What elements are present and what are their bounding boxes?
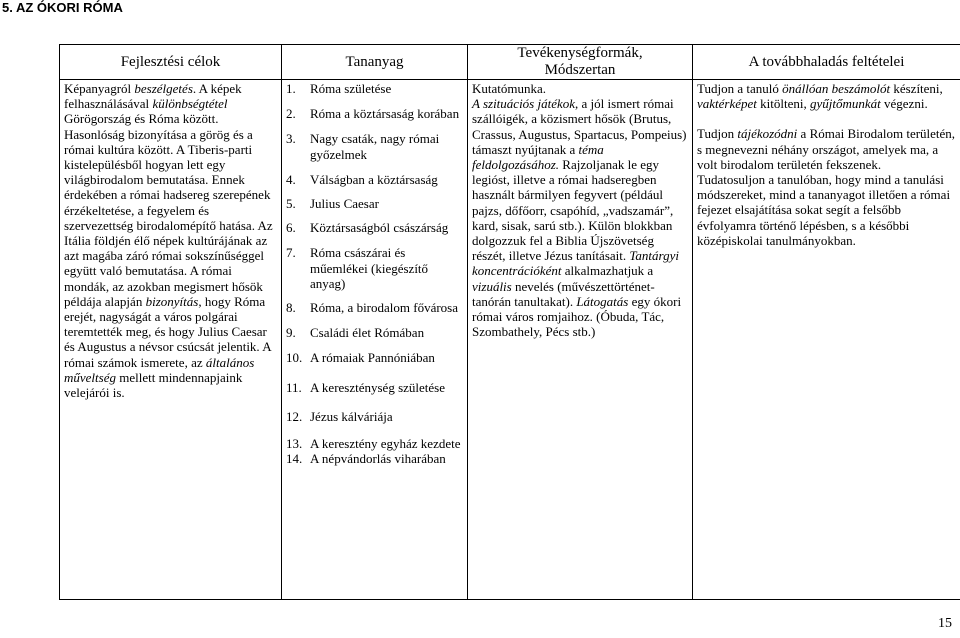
progress-text-2: készíteni, xyxy=(890,81,943,96)
topic-text: Jézus kálváriája xyxy=(310,408,393,424)
progress-cell xyxy=(693,80,960,600)
progress-paragraph-2 xyxy=(697,126,956,172)
topic-text: A keresztény egyház kezdete xyxy=(310,436,461,452)
header-progress: A továbbhaladás feltételei xyxy=(693,45,960,80)
methods-text-2: , a jól ismert római szállóigék, a közismert hősök (Brutus, Crassus, Augustus, Spartacus, Pompeius) támaszt nyújtanak a xyxy=(472,96,687,157)
table-header-row xyxy=(60,45,960,80)
topic-item xyxy=(286,106,463,121)
progress-italic-1: önállóan beszámolót xyxy=(782,81,891,96)
topic-text: Családi élet Rómában xyxy=(310,325,425,341)
topic-item xyxy=(286,245,463,291)
methods-text-6: egy ókori római város romjaihoz. (Óbuda, Tác, Szombathely, Pécs stb.) xyxy=(472,293,682,340)
topic-item xyxy=(286,451,463,466)
topic-item xyxy=(286,380,463,395)
topic-number: 13. xyxy=(286,436,303,452)
topic-text: Válságban a köztársaság xyxy=(310,171,438,187)
topic-number: 12. xyxy=(286,408,303,424)
methods-text-4: alkalmazhatjuk a xyxy=(561,263,654,279)
goals-cell xyxy=(60,80,282,600)
methods-italic-5: Látogatás xyxy=(576,293,629,309)
topic-text: A kereszténység születése xyxy=(310,379,446,395)
topic-number: 14. xyxy=(286,451,303,467)
methods-cell xyxy=(468,80,693,600)
topic-number: 4. xyxy=(286,171,296,187)
header-methods xyxy=(468,45,693,80)
curriculum-table xyxy=(59,44,960,600)
progress-paragraph-3: Tudatosuljon a tanulóban, hogy mind a tanulási módszereket, mind a tananyagot illetően a római fejezet elsajátítása sokat segít a felsőbb évfolyamra történő lépésben, s a későbbi középiskolai tanulmányokban. xyxy=(697,172,951,248)
goals-italic-1: beszélgetés xyxy=(134,81,193,96)
methods-italic-4: vizuális xyxy=(472,278,512,294)
header-methods-line2: Módszertan xyxy=(544,62,616,78)
topic-text: Julius Caesar xyxy=(310,196,379,212)
progress-text-3: kitölteni, xyxy=(756,96,810,112)
topic-item xyxy=(286,131,463,161)
goals-text-4: , hogy Róma erejét, nagyságát a város polgárai teremtették meg, és hogy Julius Caesar és Augustus a névsor csúcsát jelentik. A római számok ismerete, az xyxy=(64,293,271,370)
goals-italic-4: általános műveltség xyxy=(64,354,255,385)
progress-text-1: Tudjon a tanuló xyxy=(697,81,783,96)
topic-list xyxy=(286,81,463,466)
topic-number: 1. xyxy=(286,81,296,96)
methods-text-1: Kutatómunka. xyxy=(472,81,547,96)
progress-italic-3: gyűjtőmunkát xyxy=(810,96,881,112)
topic-number: 6. xyxy=(286,220,296,236)
methods-text-5: nevelés (művészettörténet-tanórán tanultakat). xyxy=(472,278,655,309)
topic-text: Róma, a birodalom fővárosa xyxy=(310,300,459,316)
progress-italic-2: vaktérképet xyxy=(697,96,757,112)
goals-italic-2: különbségtétel xyxy=(152,96,228,112)
topic-item xyxy=(286,409,463,424)
topic-item xyxy=(286,350,463,365)
page-number: 15 xyxy=(938,616,952,631)
topic-number: 11. xyxy=(286,379,302,395)
methods-italic-1: A szituációs játékok xyxy=(472,96,576,112)
progress-text-4: végezni. xyxy=(880,96,928,112)
topic-item xyxy=(286,172,463,187)
topic-item xyxy=(286,220,463,235)
goals-italic-3: bizonyítás xyxy=(145,293,199,309)
topic-item xyxy=(286,436,463,451)
progress-italic-4: tájékozódni xyxy=(737,126,798,142)
methods-text-3: Rajzoljanak le egy legióst, illetve a római hadseregben használt bármilyen fegyvert (például pajzs, dőfőorr, csapóhíd, „vadszamár”, kard, sisak, sarú stb.). Külön blokkban dolgozzuk fel a Biblia Újszövetség részét, illetve Jézus tanításait. xyxy=(472,157,674,264)
topic-text: A rómaiak Pannóniában xyxy=(310,350,435,366)
progress-text-5: Tudjon xyxy=(697,126,738,142)
topic-text: Róma császárai és műemlékei (kiegészítő anyag) xyxy=(310,245,429,291)
section-title: 5. AZ ÓKORI RÓMA xyxy=(2,0,123,15)
header-content: Tananyag xyxy=(282,45,468,80)
topic-number: 10. xyxy=(286,350,303,366)
content-cell xyxy=(282,80,468,600)
topic-text: A népvándorlás viharában xyxy=(310,451,446,467)
goals-text-2: . A képek felhasználásával xyxy=(64,81,242,112)
goals-text-5: mellett mindennapjaink velejárói is. xyxy=(64,369,243,401)
table-row xyxy=(60,80,960,600)
methods-italic-3: Tantárgyi koncentrációként xyxy=(472,248,679,279)
progress-paragraph-1 xyxy=(697,81,956,111)
topic-text: Nagy csaták, nagy római győzelmek xyxy=(310,131,440,162)
topic-item xyxy=(286,300,463,315)
topic-number: 3. xyxy=(286,131,296,147)
topic-number: 8. xyxy=(286,300,296,316)
topic-text: Róma a köztársaság korában xyxy=(310,106,460,122)
progress-text-6: a Római Birodalom területén, s megnevezni néhány országot, amelyek ma, a volt birodalom területén fekszenek. xyxy=(697,126,956,172)
topic-text: Róma születése xyxy=(310,81,392,96)
methods-italic-2: téma feldolgozásához. xyxy=(472,141,604,173)
header-methods-line1: Tevékenységformák, xyxy=(517,45,643,61)
topic-number: 2. xyxy=(286,106,296,122)
topic-number: 7. xyxy=(286,245,296,261)
topic-text: Köztársaságból császárság xyxy=(310,220,449,236)
goals-text-3: Görögország és Róma között. Hasonlóság bizonyítása a görög és a római kultúra között. A Tiberis-parti kistelepülésből hogyan lett egy világbirodalom bemutatása. Ennek érdekében a római hadsereg szerepének érzékeltetése, a fegyelem és szervezettség birodalomépítő hatása. Az Itália földjén élő népek kultúrájának az azt magába záró római sokszínűséggel együtt való bemutatása. A római mondák, az azokban megismert hősök példája alapján xyxy=(64,111,273,309)
goals-text-1: Képanyagról xyxy=(64,81,135,96)
topic-item xyxy=(286,81,463,96)
topic-number: 9. xyxy=(286,325,296,341)
topic-number: 5. xyxy=(286,196,296,212)
header-goals: Fejlesztési célok xyxy=(60,45,282,80)
topic-item xyxy=(286,325,463,340)
topic-item xyxy=(286,196,463,211)
